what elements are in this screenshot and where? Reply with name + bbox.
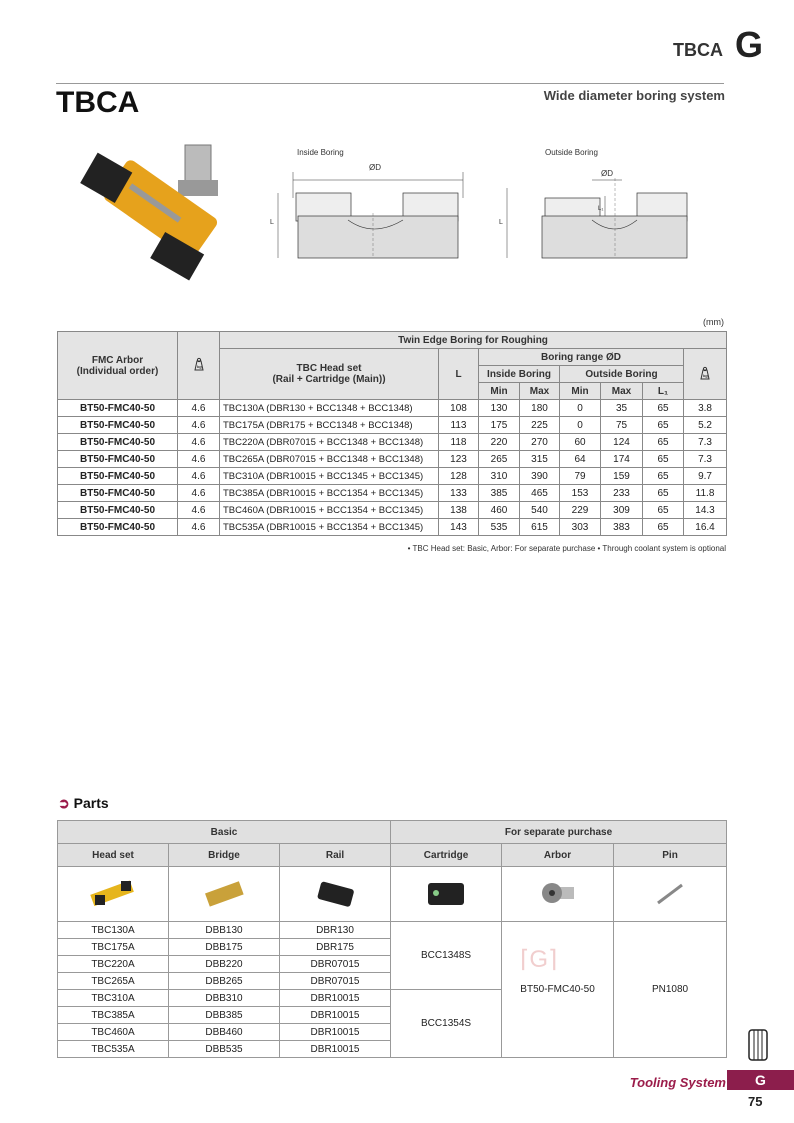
cell-out-min: 64 bbox=[560, 451, 601, 468]
separate-header: For separate purchase bbox=[391, 821, 727, 844]
page-subtitle: Wide diameter boring system bbox=[543, 88, 725, 103]
footer-section-tab[interactable]: G bbox=[727, 1070, 794, 1090]
table-row bbox=[58, 922, 727, 939]
cell-w2: 7.3 bbox=[684, 434, 727, 451]
weight-icon bbox=[178, 332, 220, 400]
weight-icon-2 bbox=[684, 349, 727, 400]
cell-arbor: BT50-FMC40-50 bbox=[58, 434, 178, 451]
header-code: TBCA bbox=[673, 40, 723, 60]
cell-w1: 4.6 bbox=[178, 519, 220, 536]
part-bridge: DBB130 bbox=[169, 922, 280, 939]
cell-w2: 14.3 bbox=[684, 502, 727, 519]
cell-in-max: 270 bbox=[520, 434, 560, 451]
rail-image bbox=[280, 867, 391, 922]
part-rail: DBR07015 bbox=[280, 956, 391, 973]
cell-l1: 65 bbox=[643, 468, 684, 485]
footer-label: Tooling System bbox=[629, 1075, 726, 1090]
cell-l: 143 bbox=[439, 519, 479, 536]
cell-w2: 16.4 bbox=[684, 519, 727, 536]
cell-head: TBC310A (DBR10015 + BCC1345 + BCC1345) bbox=[220, 468, 439, 485]
part-bridge: DBB175 bbox=[169, 939, 280, 956]
cell-w2: 11.8 bbox=[684, 485, 727, 502]
cell-w1: 4.6 bbox=[178, 451, 220, 468]
arrow-circle-icon: ➲ bbox=[58, 795, 70, 811]
cell-w1: 4.6 bbox=[178, 434, 220, 451]
part-rail: DBR10015 bbox=[280, 1024, 391, 1041]
cell-out-max: 383 bbox=[601, 519, 643, 536]
cell-in-max: 315 bbox=[520, 451, 560, 468]
cell-out-min: 303 bbox=[560, 519, 601, 536]
outside-boring-diagram bbox=[497, 158, 702, 263]
part-pin: PN1080 bbox=[614, 922, 727, 1058]
cell-head: TBC460A (DBR10015 + BCC1354 + BCC1345) bbox=[220, 502, 439, 519]
part-head: TBC175A bbox=[58, 939, 169, 956]
part-head: TBC385A bbox=[58, 1007, 169, 1024]
part-cartridge: BCC1354S bbox=[391, 990, 502, 1058]
cell-out-min: 0 bbox=[560, 400, 601, 417]
group-title: Twin Edge Boring for Roughing bbox=[220, 332, 727, 349]
table-row bbox=[58, 519, 727, 536]
cell-out-max: 35 bbox=[601, 400, 643, 417]
cell-arbor: BT50-FMC40-50 bbox=[58, 519, 178, 536]
cell-out-min: 153 bbox=[560, 485, 601, 502]
cell-head: TBC175A (DBR175 + BCC1348 + BCC1348) bbox=[220, 417, 439, 434]
cell-w1: 4.6 bbox=[178, 468, 220, 485]
part-rail: DBR130 bbox=[280, 922, 391, 939]
cell-w2: 9.7 bbox=[684, 468, 727, 485]
boring-range-header: Boring range ØD bbox=[479, 349, 684, 366]
part-cartridge: BCC1348S bbox=[391, 922, 502, 990]
cell-out-min: 79 bbox=[560, 468, 601, 485]
col-head-set: Head set bbox=[58, 844, 169, 867]
cell-in-min: 385 bbox=[479, 485, 520, 502]
inside-boring-label: Inside Boring bbox=[297, 148, 344, 157]
cell-in-min: 220 bbox=[479, 434, 520, 451]
cell-l: 128 bbox=[439, 468, 479, 485]
col-cartridge: Cartridge bbox=[391, 844, 502, 867]
parts-table bbox=[57, 820, 727, 1058]
inside-boring-header: Inside Boring bbox=[479, 366, 560, 383]
cell-w1: 4.6 bbox=[178, 485, 220, 502]
cartridge-image bbox=[391, 867, 502, 922]
cell-in-min: 265 bbox=[479, 451, 520, 468]
inside-boring-diagram bbox=[268, 158, 473, 263]
cell-in-min: 460 bbox=[479, 502, 520, 519]
cell-w1: 4.6 bbox=[178, 502, 220, 519]
cell-arbor: BT50-FMC40-50 bbox=[58, 502, 178, 519]
cell-w1: 4.6 bbox=[178, 400, 220, 417]
table-row bbox=[58, 434, 727, 451]
l1-header: L₁ bbox=[643, 383, 684, 400]
header-divider bbox=[56, 83, 724, 84]
unit-label: (mm) bbox=[703, 317, 724, 327]
cell-l1: 65 bbox=[643, 519, 684, 536]
cell-arbor: BT50-FMC40-50 bbox=[58, 417, 178, 434]
part-rail: DBR10015 bbox=[280, 1007, 391, 1024]
cell-w2: 5.2 bbox=[684, 417, 727, 434]
part-head: TBC220A bbox=[58, 956, 169, 973]
cell-in-min: 310 bbox=[479, 468, 520, 485]
cell-head: TBC535A (DBR10015 + BCC1354 + BCC1345) bbox=[220, 519, 439, 536]
svg-text:kg: kg bbox=[703, 372, 708, 378]
table-row bbox=[58, 417, 727, 434]
cell-l1: 65 bbox=[643, 502, 684, 519]
part-arbor: BT50-FMC40-50 bbox=[502, 922, 614, 1058]
cell-out-max: 309 bbox=[601, 502, 643, 519]
cell-in-max: 180 bbox=[520, 400, 560, 417]
cell-arbor: BT50-FMC40-50 bbox=[58, 451, 178, 468]
cell-w2: 3.8 bbox=[684, 400, 727, 417]
col-arbor: Arbor bbox=[502, 844, 614, 867]
part-bridge: DBB220 bbox=[169, 956, 280, 973]
part-rail: DBR10015 bbox=[280, 990, 391, 1007]
table-row bbox=[58, 485, 727, 502]
out-min-header: Min bbox=[560, 383, 601, 400]
parts-title bbox=[58, 795, 109, 812]
cell-l1: 65 bbox=[643, 485, 684, 502]
page-number: 75 bbox=[748, 1094, 763, 1109]
part-head: TBC265A bbox=[58, 973, 169, 990]
cell-l: 138 bbox=[439, 502, 479, 519]
parts-title-text: Parts bbox=[73, 795, 109, 811]
cell-arbor: BT50-FMC40-50 bbox=[58, 400, 178, 417]
head-set-image bbox=[58, 867, 169, 922]
col-rail: Rail bbox=[280, 844, 391, 867]
cell-head: TBC130A (DBR130 + BCC1348 + BCC1348) bbox=[220, 400, 439, 417]
table-row bbox=[58, 400, 727, 417]
cell-l1: 65 bbox=[643, 451, 684, 468]
svg-text:kg: kg bbox=[196, 364, 202, 369]
header-section-letter: G bbox=[734, 24, 763, 65]
cell-arbor: BT50-FMC40-50 bbox=[58, 485, 178, 502]
cell-l: 118 bbox=[439, 434, 479, 451]
outside-dim-l: L bbox=[499, 219, 503, 226]
cell-l: 123 bbox=[439, 451, 479, 468]
cell-in-min: 175 bbox=[479, 417, 520, 434]
cell-l1: 65 bbox=[643, 434, 684, 451]
bridge-image bbox=[169, 867, 280, 922]
outside-boring-label: Outside Boring bbox=[545, 148, 598, 157]
table-row bbox=[58, 451, 727, 468]
cell-out-min: 0 bbox=[560, 417, 601, 434]
cell-head: TBC220A (DBR07015 + BCC1348 + BCC1348) bbox=[220, 434, 439, 451]
watermark: ⌈G⌉ bbox=[520, 946, 558, 973]
outside-dim-l1: L₁ bbox=[598, 206, 604, 212]
outside-dim-d: ØD bbox=[601, 169, 613, 178]
cell-in-max: 225 bbox=[520, 417, 560, 434]
col-arbor-header: FMC Arbor (Individual order) bbox=[58, 332, 178, 400]
table-row bbox=[58, 468, 727, 485]
arbor-image bbox=[502, 867, 614, 922]
col-l-header: L bbox=[439, 349, 479, 400]
cell-in-max: 390 bbox=[520, 468, 560, 485]
cell-in-max: 615 bbox=[520, 519, 560, 536]
part-rail: DBR07015 bbox=[280, 973, 391, 990]
cell-out-max: 174 bbox=[601, 451, 643, 468]
part-bridge: DBB535 bbox=[169, 1041, 280, 1058]
cell-l: 133 bbox=[439, 485, 479, 502]
spec-table bbox=[57, 331, 727, 536]
cell-l1: 65 bbox=[643, 417, 684, 434]
cell-l: 113 bbox=[439, 417, 479, 434]
collet-icon bbox=[745, 1028, 771, 1066]
col-head-header: TBC Head set (Rail + Cartridge (Main)) bbox=[220, 349, 439, 400]
basic-header: Basic bbox=[58, 821, 391, 844]
cell-out-max: 233 bbox=[601, 485, 643, 502]
part-bridge: DBB385 bbox=[169, 1007, 280, 1024]
part-bridge: DBB265 bbox=[169, 973, 280, 990]
in-max-header: Max bbox=[520, 383, 560, 400]
cell-w1: 4.6 bbox=[178, 417, 220, 434]
table-row bbox=[58, 502, 727, 519]
footnote: • TBC Head set: Basic, Arbor: For separate purchase • Through coolant system is optional bbox=[407, 544, 726, 553]
part-bridge: DBB310 bbox=[169, 990, 280, 1007]
in-min-header: Min bbox=[479, 383, 520, 400]
part-rail: DBR10015 bbox=[280, 1041, 391, 1058]
cell-l: 108 bbox=[439, 400, 479, 417]
part-head: TBC535A bbox=[58, 1041, 169, 1058]
cell-head: TBC265A (DBR07015 + BCC1348 + BCC1348) bbox=[220, 451, 439, 468]
cell-out-max: 124 bbox=[601, 434, 643, 451]
cell-in-max: 465 bbox=[520, 485, 560, 502]
cell-head: TBC385A (DBR10015 + BCC1354 + BCC1345) bbox=[220, 485, 439, 502]
outside-boring-header: Outside Boring bbox=[560, 366, 684, 383]
col-bridge: Bridge bbox=[169, 844, 280, 867]
cell-in-min: 535 bbox=[479, 519, 520, 536]
part-rail: DBR175 bbox=[280, 939, 391, 956]
product-image bbox=[75, 140, 235, 290]
cell-out-max: 159 bbox=[601, 468, 643, 485]
col-pin: Pin bbox=[614, 844, 727, 867]
inside-dim-l: L bbox=[270, 219, 274, 226]
part-bridge: DBB460 bbox=[169, 1024, 280, 1041]
part-head: TBC460A bbox=[58, 1024, 169, 1041]
cell-w2: 7.3 bbox=[684, 451, 727, 468]
cell-out-min: 60 bbox=[560, 434, 601, 451]
cell-in-min: 130 bbox=[479, 400, 520, 417]
part-head: TBC130A bbox=[58, 922, 169, 939]
page-title: TBCA bbox=[56, 86, 140, 119]
cell-out-max: 75 bbox=[601, 417, 643, 434]
cell-out-min: 229 bbox=[560, 502, 601, 519]
pin-image bbox=[614, 867, 727, 922]
cell-arbor: BT50-FMC40-50 bbox=[58, 468, 178, 485]
out-max-header: Max bbox=[601, 383, 643, 400]
cell-l1: 65 bbox=[643, 400, 684, 417]
cell-in-max: 540 bbox=[520, 502, 560, 519]
inside-dim-d: ØD bbox=[369, 163, 381, 172]
part-head: TBC310A bbox=[58, 990, 169, 1007]
